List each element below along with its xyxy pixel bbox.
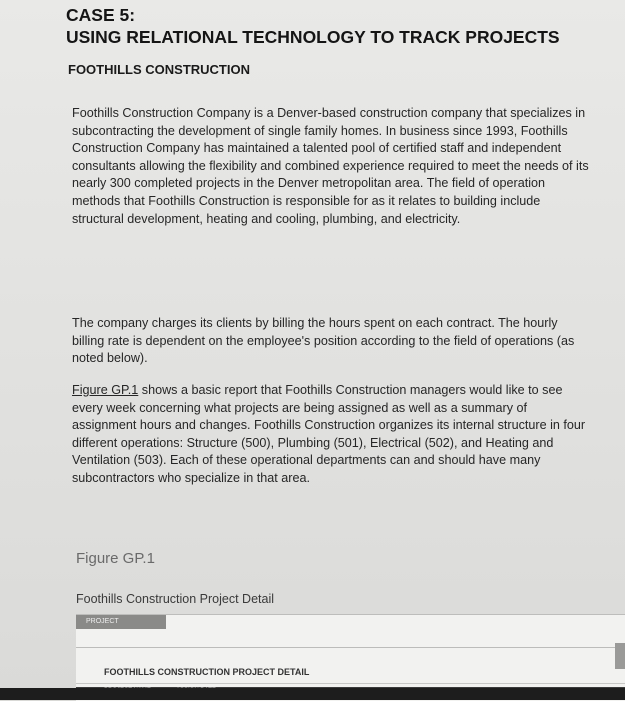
paragraph-report xyxy=(72,382,592,488)
paragraph-report-text: shows a basic report that Foothills Construction managers would like to see every week concerning what projects are being assigned as well as a summary of assignment hours and changes. Foothills Construction organizes its internal structure in four different operations: Structure (500), Plumbing (501), Electrical (502), and Heating and Ventilation (503). Each of these operational departments can and should have many subcontractors who specialize in that area. xyxy=(72,383,586,485)
bottom-edge-bar xyxy=(0,688,625,700)
paragraph-intro: Foothills Construction Company is a Denver-based construction company that specializes in subcontracting the development of single family homes. In business since 1993, Foothills Construction Company has maintained a talented pool of certified staff and independent consultants allowing the flexibility and combined experience required to meet the needs of its nearly 300 completed projects in the Denver metropolitan area. The field of operation methods that Foothills Construction is responsible for as it relates to building include structural development, heating and cooling, plumbing, and electricity. xyxy=(72,106,589,226)
section-title: FOOTHILLS CONSTRUCTION xyxy=(68,62,250,77)
report-tab: PROJECT xyxy=(76,615,166,629)
paragraph-billing: The company charges its clients by billing the hours spent on each contract. The hourly billing rate is dependent on the employee's position according to the field of operations (as noted below). xyxy=(72,316,575,366)
report-heading: FOOTHILLS CONSTRUCTION PROJECT DETAIL xyxy=(104,667,310,677)
figure-reference-link: Figure GP.1 xyxy=(72,383,139,397)
case-number: CASE 5: xyxy=(66,5,136,25)
figure-label: Figure GP.1 xyxy=(76,550,155,567)
report-scrollbar[interactable] xyxy=(615,643,625,669)
report-divider xyxy=(76,683,625,684)
case-title xyxy=(66,4,616,48)
report-divider xyxy=(76,647,625,648)
case-heading: USING RELATIONAL TECHNOLOGY TO TRACK PROJECTS xyxy=(66,27,560,47)
figure-caption: Foothills Construction Project Detail xyxy=(76,592,274,606)
